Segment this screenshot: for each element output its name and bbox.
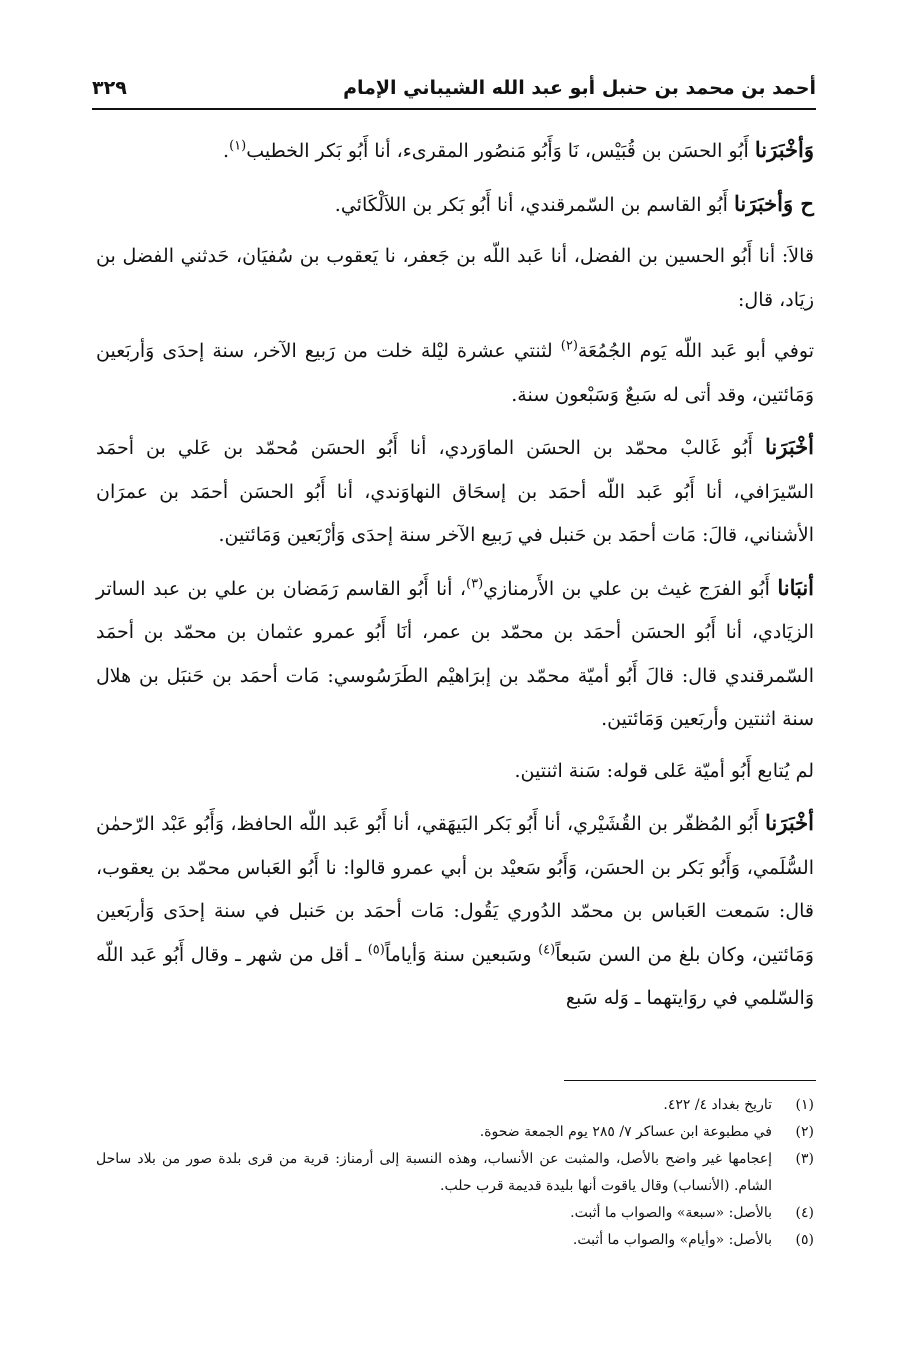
paragraph: لم يُتابع أَبُو أميّة عَلى قوله: سَنة اثنتين. — [514, 759, 814, 782]
running-head — [92, 70, 816, 106]
footnote-number: (٥) — [795, 1232, 814, 1248]
footnote-rule — [564, 1080, 816, 1081]
footnote — [96, 1146, 814, 1200]
isnad-keyword: وَأخْبَرَنا — [754, 137, 814, 162]
paragraph: قالاَ: أنا أَبُو الحسين بن الفضل، أنا عَبد اللّه بن جَعفر، نا يَعقوب بن سُفيَان، حَدثني الفضل بن زيَاد، قال: — [96, 245, 814, 311]
paragraph: أخْبَرَنا أَبُو المُظفّر بن القُشَيْري، أنا أَبُو بَكر البَيهَقي، أنا أَبُو عَبد اللّه الحافظ، وَأَبُو عَبْد الرّحمٰن السُّلَمي، وَأَبُو بَكر بن الحسَن، وَأَبُو سَعيْد بن أبي عمرو قالوا: نا أَبُو العَباس محمّد بن يعقوب، قال: سَمعت العَباس بن محمّد الدُوري يَقُول: مَات أحمَد بن حَنبل في سنة إحدَى وَأربَعين وَمَائتين، وكان بلغ من السن سَبعاً$^{(٤)}$ وسَبعين سنة وَأياماً$^{(٥)}$ ـ أقل من شهر ـ وقال أَبُو عَبد اللّه وَالسّلمي في روَايتهما ـ وَله سَبع — [96, 810, 814, 1009]
footnote-number: (٢) — [795, 1124, 814, 1140]
footnote-ref[interactable]: (١) — [229, 138, 247, 154]
isnad-keyword: أنبَانا — [777, 574, 815, 600]
footnote-text: بالأصل: «وأيام» والصواب ما أثبت. — [572, 1232, 772, 1248]
footnote-number: (١) — [795, 1097, 814, 1113]
footnote — [96, 1119, 814, 1146]
main-text — [96, 128, 814, 1029]
footnote-ref[interactable]: (٥) — [367, 942, 385, 958]
footnote-text: إعجامها غير واضح بالأصل، والمثبت عن الأنساب، وهذه النسبة إلى أرمناز: قرية من قرى بلدة صور من بلاد ساحل الشام. (الأنساب) وقال ياقوت أنها بليدة قديمة قرب حلب. — [96, 1151, 772, 1194]
footnote-text: تاريخ بغداد ٤/ ٤٢٢. — [663, 1097, 772, 1113]
isnad-keyword: أخْبَرَنا — [765, 810, 814, 835]
paragraph: أخْبَرَنا أَبُو غَالبْ محمّد بن الحسَن الماوَردي، أنا أَبُو الحسَن مُحمّد بن عَلي بن أحمَد السّيرَافي، أنا أَبُو عَبد اللّه أحمَد بن إسحَاق النهاوَندي، أنا أَبُو الحسَن أحمَد بن عمرَان الأشناني، قالَ: مَات أحمَد بن حَنبل في رَبيع الآخر سنة إحدَى وَأرْبَعين وَمَائتين. — [96, 434, 814, 546]
running-title: أحمد بن محمد بن حنبل أبو عبد الله الشيباني الإمام — [343, 77, 816, 99]
footnote-ref[interactable]: (٢) — [560, 338, 578, 354]
footnote — [96, 1200, 814, 1227]
footnote — [96, 1092, 814, 1119]
paragraph: أنبَانا أَبُو الفرَج غيث بن علي بن الأَرمنازي$^{(٣)}$، أنا أَبُو القاسم رَمَضان بن علي بن عبد الساتر الزيَادي، أنا أَبُو الحسَن أحمَد بن محمّد بن عمر، أنَا أَبُو عمرو عثمان بن محمّد بن أحمَد السّمرقندي قال: قالَ أَبُو أميّة محمّد بن إبرَاهيْم الطَرَسُوسي: مَات أحمَد بن حَنبَل بن هلال سنة اثنتين وأربَعين وَمَائتين. — [96, 574, 815, 730]
isnad-keyword: ح وَأخبَرَنا — [734, 190, 814, 216]
footnotes — [96, 1092, 814, 1254]
footnote-number: (٣) — [795, 1151, 814, 1167]
footnote-text: بالأصل: «سبعة» والصواب ما أثبت. — [570, 1205, 772, 1221]
isnad-keyword: أخْبَرَنا — [765, 434, 814, 459]
paragraph: ح وَأخبَرَنا أَبُو القاسم بن السّمرقندي، أنا أَبُو بَكر بن اللاَلْكَائي. — [334, 190, 814, 216]
footnote-ref[interactable]: (٣) — [466, 576, 484, 592]
header-rule — [92, 108, 816, 110]
footnote — [96, 1227, 814, 1254]
paragraph: توفي أبو عَبد اللّه يَوم الجُمُعَة$^{(٢)}$ لثنتي عشرة ليْلة خلت من رَبيع الآخر، سنة إحدَى وَأربَعين وَمَائتين، وقد أتى له سَبعٌ وَسَبْعون سنة. — [96, 338, 814, 406]
footnote-number: (٤) — [795, 1205, 814, 1221]
paragraph: وَأخْبَرَنا أَبُو الحسَن بن قُبَيْس، نَا وَأَبُو مَنصُور المقرىء، أنا أَبُو بَكر الخطيب$^{(١)}$. — [223, 137, 814, 162]
page-number: ٣٢٩ — [92, 77, 127, 99]
footnote-ref[interactable]: (٤) — [538, 942, 556, 958]
footnote-text: في مطبوعة ابن عساكر ٧/ ٢٨٥ يوم الجمعة ضحوة. — [479, 1124, 772, 1140]
